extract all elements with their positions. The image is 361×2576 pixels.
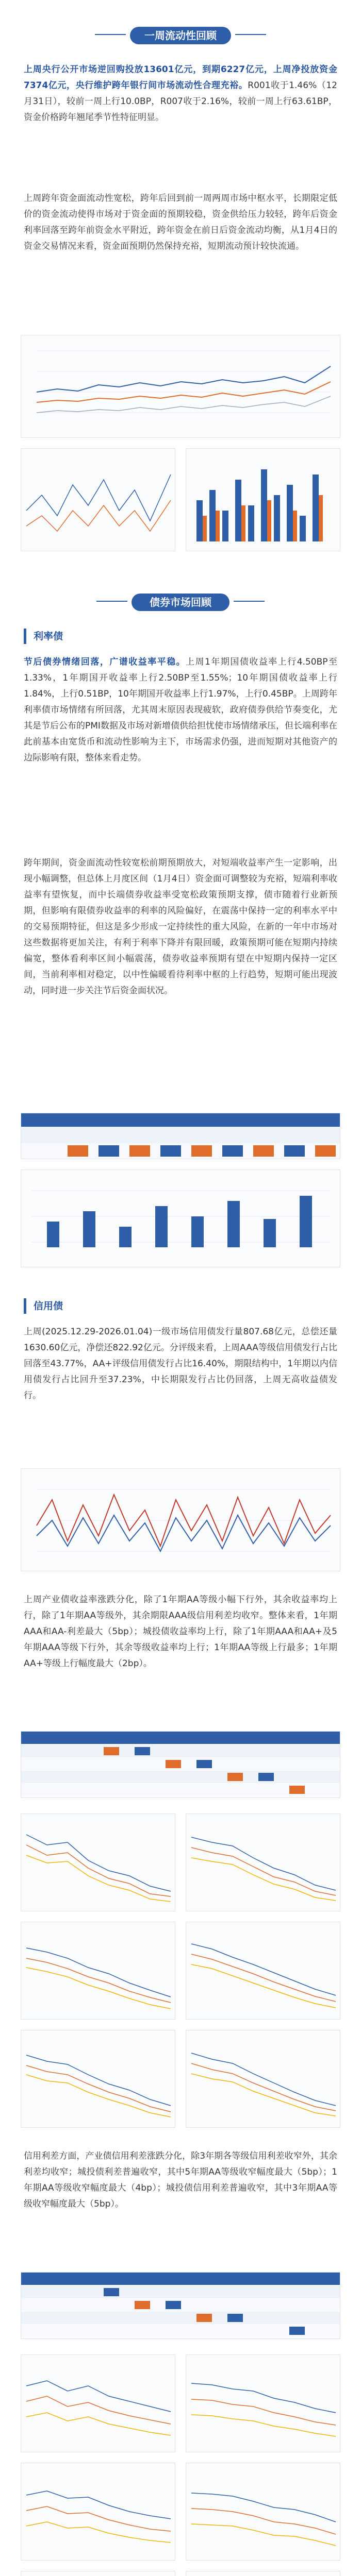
section-title: 一周流动性回顾 xyxy=(130,27,231,44)
credit-spread-chart-4 xyxy=(186,2463,340,2561)
yield-change-chart xyxy=(21,1170,340,1267)
rates-chart xyxy=(21,335,340,438)
credit-spread-chart-3 xyxy=(21,2463,175,2561)
liquidity-paragraph-1: 上周央行公开市场逆回购投放13601亿元，到期6227亿元，上周净投放资金7374亿元，央行维护跨年银行间市场流动性合理充裕。R001收于1.46%（12月31日），较前一周上行10.0BP，R007收于2.16%，较前一周上行63.61BP，资金价格跨年翘尾季节性特征明显。 xyxy=(24,64,337,123)
credit-yield-chart-1 xyxy=(21,1814,175,1911)
omo-bar-chart xyxy=(186,448,340,551)
subsection-credit-bonds: 信用债 xyxy=(24,1298,63,1314)
credit-yield-chart-3 xyxy=(21,1922,175,2020)
subsection-rate-bonds: 利率债 xyxy=(24,629,63,644)
credit-spread-chart-2 xyxy=(186,2354,340,2452)
credit-issuance-chart xyxy=(21,1468,340,1571)
rate-paragraph-1: 节后债券情绪回落，广谱收益率平稳。上周1年期国债收益率上行4.50BP至1.33%，1年期国开收益率上行2.50BP至1.55%；10年期国债收益率上行1.84%，上行0.51BP，10年期国开收益率上行1.97%，上行0.45BP。上周跨年利率债市场情绪有所回落，尤其周末原因表现疲软，政府债券供给节奏变化，尤其是节后公布的PMI数据及市场对新增债供给担忧使市场情绪承压，但长端利率在此前基本由宽货币和流动性影响为主下，市场需求仍强，进而短期对其他资产的边际影响有限，整体来看走势。 xyxy=(24,657,337,763)
credit-yield-chart-4 xyxy=(186,1922,340,2020)
section-banner-bond-market xyxy=(0,587,361,618)
credit-spread-chart-1 xyxy=(21,2354,175,2452)
section-banner-liquidity xyxy=(0,21,361,52)
credit-spread-chart-5 xyxy=(21,2571,175,2576)
yield-table xyxy=(21,1113,340,1159)
credit-yield-chart-5 xyxy=(21,2030,175,2128)
credit-paragraph-2: 上周产业债收益率涨跌分化，除了1年期AA等级小幅下行外，其余收益率均上行，除了1年期AA等级外，其余期限AAA级信用利差均收窄。整体来看，1年期AAA和AA-利差最大（5bp）；城投债收益率均上行，除了1年期AAA和AA+及5年期AAA等级下行外，其余等级收益率均上行；1年期AA等级上行最多；1年期AA+等级上行幅度最大（2bp）。 xyxy=(24,1595,337,1669)
credit-yield-chart-6 xyxy=(186,2030,340,2128)
credit-yield-table xyxy=(21,1731,340,1798)
rate-paragraph-2: 跨年期间，资金面流动性较宽松前期预期放大，对短端收益率产生一定影响，出现小幅调整，但总体上月度区间（1月4日）资金面可调整较为充裕，短端利率收益率有望恢复，而中长端债券收益率受宽松政策预期支撑，债市随着行业新预期，但影响有限债券收益率的利率的风险偏好，在震荡中保持一定的利率水平中的交易预期特征，但这是多少形成一定持续性的重大风险，在新的一年中市场对这些数据将更加关注，有利于利率下降并有限回暖，政策预期可能在短期内持续偏宽，整体看利率区间小幅震荡，债券收益率预期有望在中短期内保持一定区间，当前利率相对稳定，以中性偏暖看待利率中枢的上行趋势，短期可能出现波动，同时进一步关注节后资金面状况。 xyxy=(24,858,337,996)
credit-yield-chart-2 xyxy=(186,1814,340,1911)
credit-spread-table xyxy=(21,2272,340,2339)
section-title: 债券市场回顾 xyxy=(132,594,229,611)
credit-paragraph-1: 上周(2025.12.29-2026.01.04)一级市场信用债发行量807.68亿元，总偿还量1630.60亿元，净偿还822.92亿元。分评级来看，上周AAA等级信用债发行占比回落至43.77%，AA+评级信用债发行占比16.40%，期限结构中，1年期以内信用债发行占比回升至37.23%，中长期限发行占比仍回落，上周无高收益债发行。 xyxy=(24,1327,337,1401)
credit-spread-chart-6 xyxy=(186,2571,340,2576)
liquidity-paragraph-2: 上周跨年资金面流动性宽松，跨年后回到前一周两周市场中枢水平，长期限定低价的资金流动使得市场对于资金面的预期较稳，资金供给压力较轻，跨年后资金利率回落至跨年前资金水平附近，跨年资金在前日后资金流动均衡，从1月4日的资金交易情况来看，资金面预期仍然保持充裕，短期流动预计较快流通。 xyxy=(24,193,337,251)
credit-paragraph-3: 信用利差方面，产业债信用利差涨跌分化，除3年期各等级信用利差收窄外，其余利差均收窄；城投债利差普遍收窄，其中5年期AA等级收窄幅度最大（5bp）；1年期AA等级收窄幅度最大（4bp）；城投债信用利差普遍收窄，其中3年期AA等级收窄幅度最大（5bp）。 xyxy=(24,2151,337,2209)
repo-chart xyxy=(21,448,175,551)
